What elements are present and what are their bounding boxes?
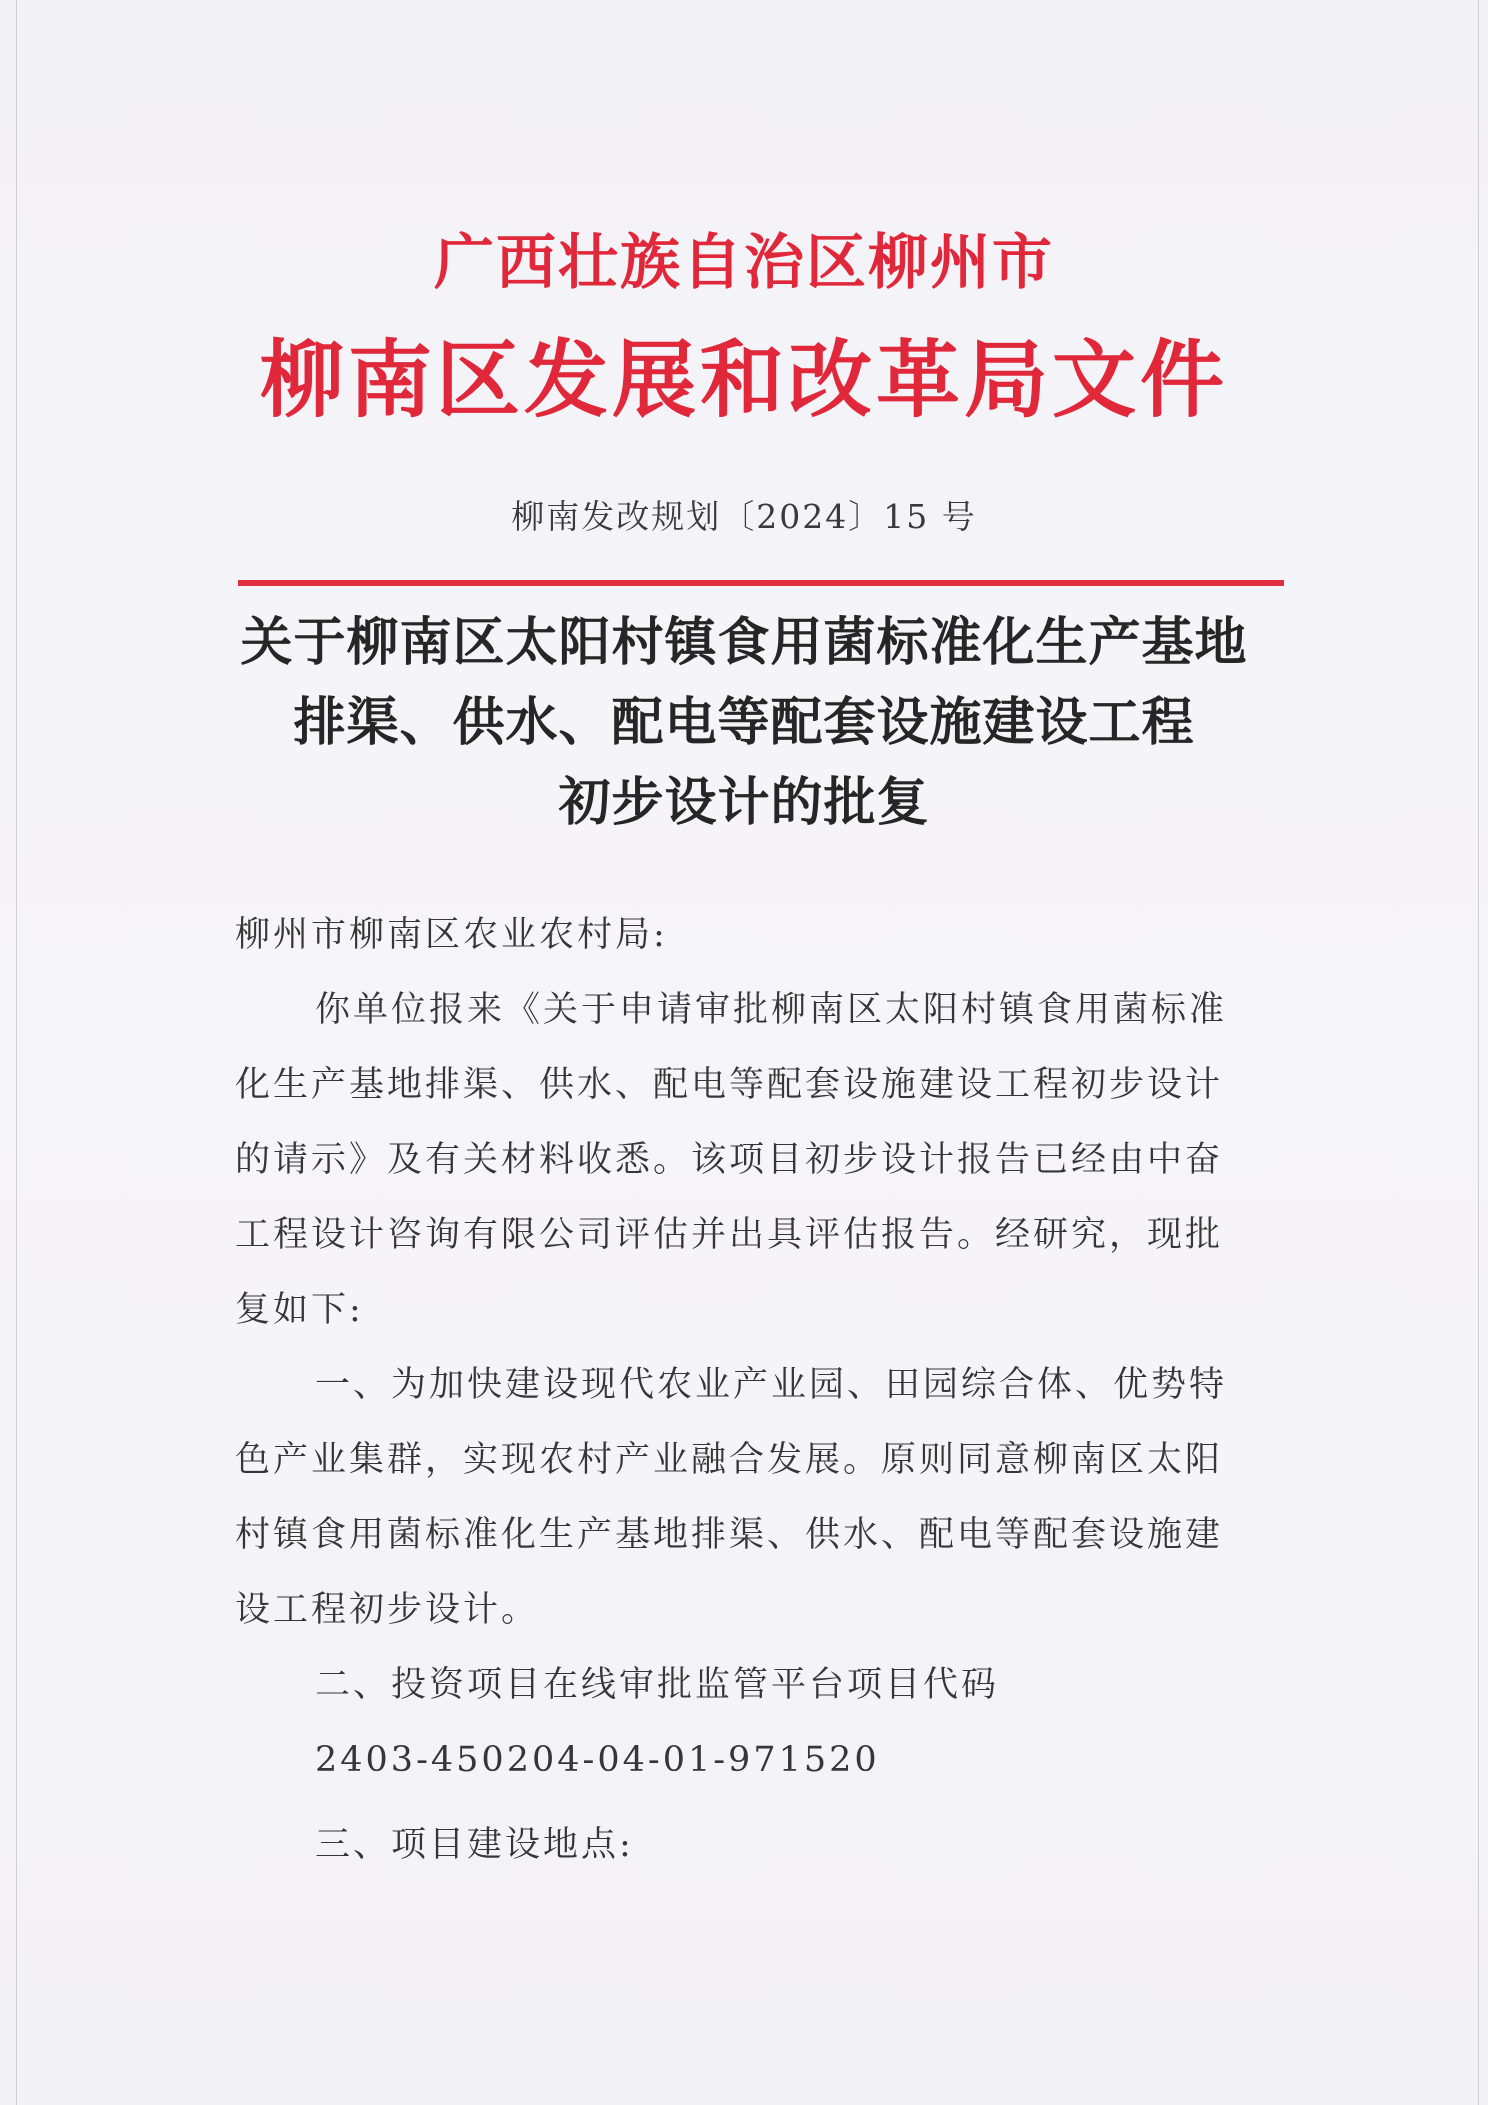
paragraph-2-line: 村镇食用菌标准化生产基地排渠、供水、配电等配套设施建	[235, 1515, 1224, 1555]
paragraph-2-line: 设工程初步设计。	[235, 1590, 540, 1630]
paragraph-1-line: 复如下:	[235, 1290, 364, 1330]
paragraph-3-line: 二、投资项目在线审批监管平台项目代码	[315, 1665, 1000, 1705]
addressee: 柳州市柳南区农业农村局:	[235, 915, 668, 955]
project-code: 2403-450204-04-01-971520	[315, 1740, 880, 1780]
issuer-region: 广西壮族自治区柳州市	[434, 228, 1054, 298]
paragraph-2-line: 色产业集群，实现农村产业融合发展。原则同意柳南区太阳	[235, 1440, 1224, 1480]
paragraph-1-line: 工程设计咨询有限公司评估并出具评估报告。经研究，现批	[235, 1215, 1224, 1255]
document-title	[180, 603, 1308, 843]
issuer-agency-header: 柳南区发展和改革局文件	[259, 331, 1228, 429]
paragraph-1-line: 你单位报来《关于申请审批柳南区太阳村镇食用菌标准	[315, 990, 1228, 1030]
paragraph-1-line: 的请示》及有关材料收悉。该项目初步设计报告已经由中奋	[235, 1140, 1224, 1180]
scan-edge-left	[16, 0, 17, 2105]
title-line-2: 排渠、供水、配电等配套设施建设工程	[293, 692, 1195, 753]
paragraph-4-line: 三、项目建设地点:	[315, 1825, 634, 1865]
scan-edge-right	[1478, 0, 1479, 2105]
red-divider-line	[238, 580, 1284, 586]
title-line-1: 关于柳南区太阳村镇食用菌标准化生产基地	[240, 612, 1248, 673]
document-number: 柳南发改规划〔2024〕15 号	[511, 497, 977, 536]
title-line-3: 初步设计的批复	[558, 772, 930, 833]
paragraph-1-line: 化生产基地排渠、供水、配电等配套设施建设工程初步设计	[235, 1065, 1224, 1105]
paragraph-2-line: 一、为加快建设现代农业产业园、田园综合体、优势特	[315, 1365, 1228, 1405]
